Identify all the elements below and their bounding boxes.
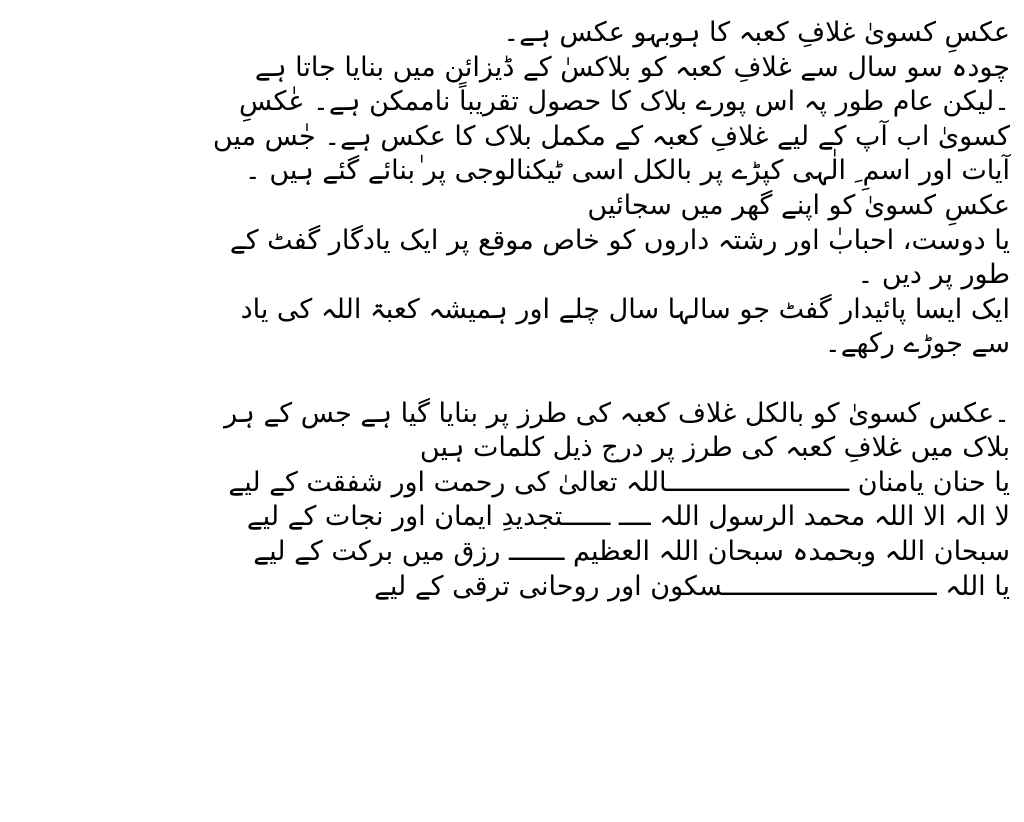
kalima-line: یا حنان یامنان ـــــــــــــــــــــــاللہ تعالیٰ کی رحمت اور شفقت کے لیے xyxy=(228,466,1010,498)
paragraph-kalimat xyxy=(14,397,1010,605)
text-line: عکسِ کسویٰ کو اپنے گھر میں سجائیں xyxy=(587,189,1010,221)
kalima-line: یا اللہ ـــــــــــــــــــــــــــسکون اور روحانی ترقی کے لیے xyxy=(374,570,1010,602)
text-line: آیات اور اسمِ ِ الٰہی کپڑے پر بالکل اسی ٹیکنالوجی پر ٰبنائے گئے ہیں ۔ xyxy=(244,155,1010,187)
text-line: عکسِ کسویٰ غلافِ کعبہ کا ہوبہو عکس ہے۔ xyxy=(503,17,1010,48)
kalima-line: لا الہ الا اللہ محمد الرسول اللہ ــــ ــــــتجدیدِ ایمان اور نجات کے لیے xyxy=(246,501,1010,533)
text-line: چودہ سو سال سے غلافِ کعبہ کو بلاکسٰ کے ڈیزائن میں بنایا جاتا ہے xyxy=(254,51,1010,83)
text-line: یا دوست، احبابٰ اور رشتہ داروں کو خاص موقع پر ایک یادگار گفٹ کے xyxy=(229,224,1010,256)
kalima-line: سبحان اللہ وبحمدہ سبحان اللہ العظیم ـــــــ رزق میں برکت کے لیے xyxy=(253,535,1010,567)
text-line: طور پر دیں ۔ xyxy=(857,259,1010,291)
text-line: سے جوڑے رکھے۔ xyxy=(824,328,1010,360)
text-line: ایک ایسا پائیدار گفٹ جو سالہا سال چلے اور ہمیشہ کعبۃ اللہ کی یاد xyxy=(240,293,1010,325)
text-line: ۔لیکن عام طور پہ اس پورے بلاک کا حصول تقریباً ناممکن ہے۔ عٰکسِ xyxy=(239,86,1010,118)
paragraph-spacer xyxy=(14,362,1010,397)
text-line: کسویٰ اب آپ کے لیے غلافِ کعبہ کے مکمل بلاک کا عکس ہے۔ جٰس میں xyxy=(212,120,1010,152)
paragraph-intro xyxy=(14,16,1010,362)
text-line: بلاک میں غلافِ کعبہ کی طرز پر درج ذیل کلمات ہیں xyxy=(419,432,1010,464)
text-line: ۔عکس کسویٰ کو بالکل غلاف کعبہ کی طرز پر بنایا گیا ہے جس کے ہر xyxy=(224,397,1010,429)
